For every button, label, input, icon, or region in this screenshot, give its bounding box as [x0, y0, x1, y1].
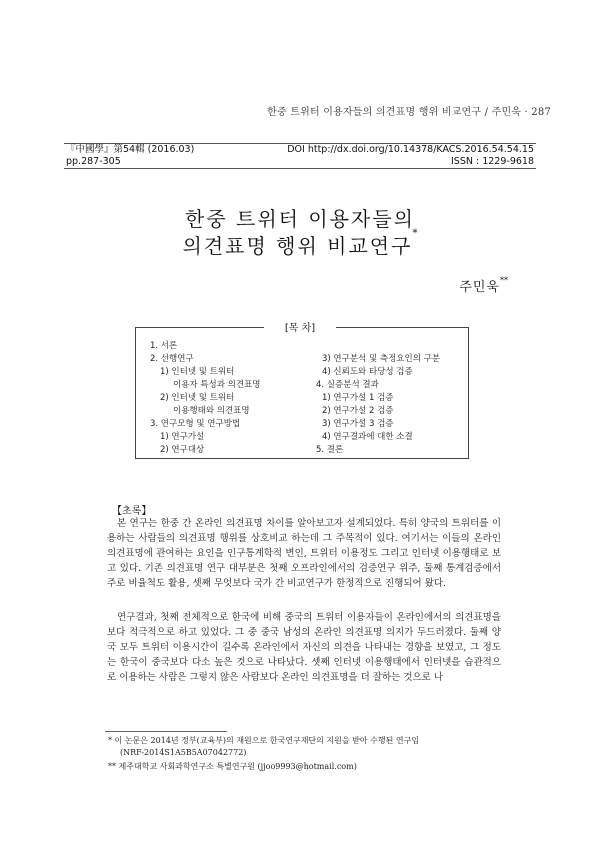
- journal-citation: 『中國學』第54輯 (2016.03): [66, 144, 195, 155]
- toc-item: 4. 실증분석 결과: [316, 380, 379, 390]
- abstract-paragraph-1: [107, 516, 501, 591]
- toc-item: 이용행태와 의견표명: [173, 406, 250, 416]
- toc-item: 3. 연구모형 및 연구방법: [150, 419, 241, 429]
- article-meta-box: [64, 143, 536, 169]
- toc-title: [목 차]: [264, 319, 336, 334]
- toc-item: 2) 연구가설 2 검증: [322, 406, 394, 416]
- toc-item: 5. 결론: [316, 445, 344, 455]
- paper-title-line-2-text: 의견표명 행위 비교연구: [182, 234, 413, 258]
- toc-item: 이용자 특성과 의견표명: [173, 380, 261, 390]
- table-of-contents: [135, 327, 469, 459]
- abstract-label: 【초록】: [112, 506, 152, 517]
- page-range: pp.287-305: [66, 156, 121, 167]
- author-name: 주민욱: [459, 280, 500, 295]
- abstract-paragraph-2: [107, 610, 501, 685]
- author-footnote-mark: **: [500, 276, 508, 285]
- running-header: 한중 트위터 이용자들의 의견표명 행위 비교연구 / 주민욱 · 287: [267, 107, 551, 118]
- toc-item: 1) 연구가설 1 검증: [322, 393, 394, 403]
- footnote-grant-number: (NRF-2014S1A5B5A07042772): [120, 748, 247, 757]
- footnote-divider: [105, 731, 227, 732]
- toc-item: 3) 연구분석 및 측정요인의 구분: [322, 354, 441, 364]
- toc-item: 3) 연구가설 3 검증: [322, 419, 394, 429]
- author-line: [459, 276, 508, 295]
- abstract-paragraph-2-text: 연구결과, 첫째 전체적으로 한국에 비해 중국의 트위터 이용자들이 온라인에서의 의견표명을 보다 적극적으로 하고 있었다. 그 중 중국 남성의 온라인 의견표명 의지가 두드러졌다. 둘째 양국 모두 트위터 이용시간이 길수록 온라인에서 자신의 의견을 나타내는 경향을 보였고, 그 정도는 한국이 중국보다 다소 높은 것으로 나타났다. 셋째 인터넷 이용행태에서 인터넷을 습관적으로 이용하는 사람은 그렇지 않은 사람보다 온라인 의견표명을 더 잘하는 것으로 나: [107, 612, 501, 683]
- doi-text: DOI http://dx.doi.org/10.14378/KACS.2016.54.54.15: [287, 144, 534, 155]
- footnote-funding: * 이 논문은 2014년 정부(교육부)의 재원으로 한국연구재단의 지원을 받아 수행된 연구임: [108, 736, 420, 745]
- toc-item: 4) 연구결과에 대한 소결: [322, 432, 413, 442]
- abstract-paragraph-1-text: 본 연구는 한중 간 온라인 의견표명 차이를 알아보고자 설계되었다. 특히 양국의 트위터를 이용하는 사람들의 의견표명 행위를 상호비교 하는데 그 주목적이 있다. 여기서는 이들의 온라인 의견표명에 관여하는 요인을 인구통계학적 변인, 트위터 이용정도 그리고 인터넷 이용행태로 보고 있다. 기존 의견표명 연구 대부분은 첫째 오프라인에서의 검증연구 위주, 둘째 통계검증에서 주로 비율척도 활용, 셋째 무엇보다 국가 간 비교연구가 한정적으로 진행되어 왔다.: [107, 518, 501, 589]
- toc-item: 1) 연구가설: [160, 432, 205, 442]
- toc-item: 2) 연구대상: [160, 445, 205, 455]
- toc-item: 2. 선행연구: [150, 354, 194, 364]
- issn-text: ISSN : 1229-9618: [451, 156, 534, 167]
- toc-item: 1. 서론: [150, 341, 178, 351]
- title-footnote-mark: *: [412, 228, 418, 239]
- footnote-author-affiliation: ** 제주대학교 사회과학연구소 특별연구원 (jjoo9993@hotmail.com): [108, 762, 357, 771]
- toc-item: 4) 신뢰도와 타당성 검증: [322, 367, 413, 377]
- paper-title-line-1: 한중 트위터 이용자들의: [185, 207, 415, 231]
- paper-title-line-2: [0, 230, 600, 259]
- toc-item: 2) 인터넷 및 트위터: [160, 393, 235, 403]
- toc-item: 1) 인터넷 및 트위터: [160, 367, 235, 377]
